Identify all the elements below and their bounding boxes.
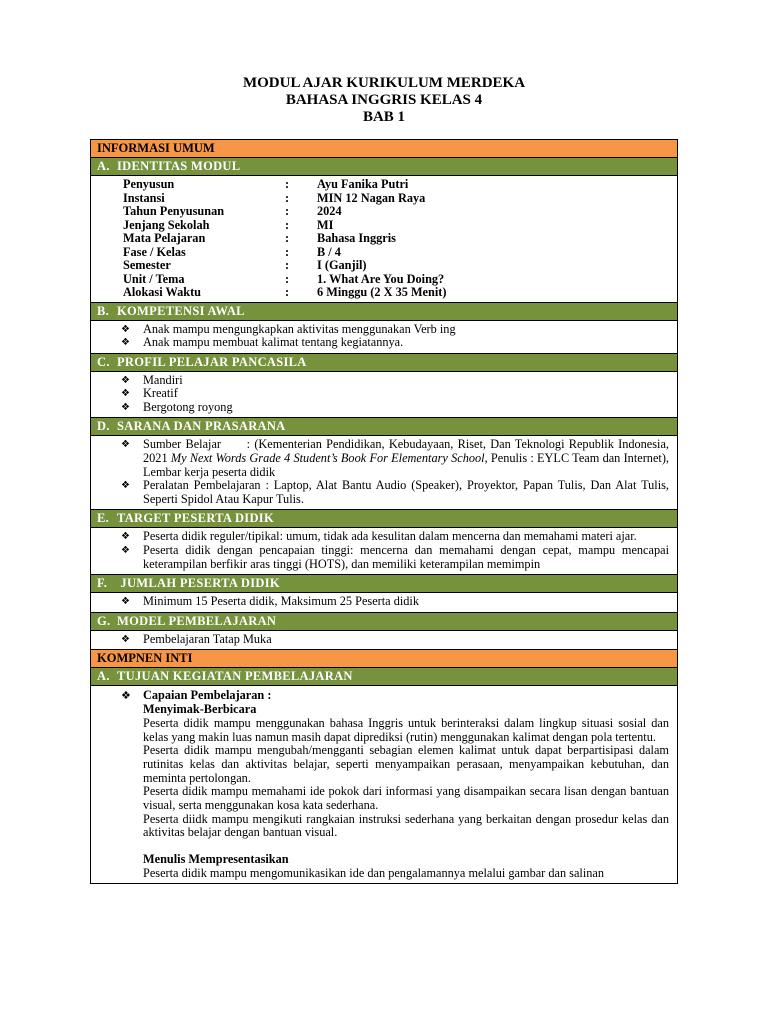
identity-row bbox=[123, 219, 677, 233]
identity-colon: : bbox=[285, 217, 290, 232]
identity-value: 2024 bbox=[317, 204, 342, 218]
section-heading: IDENTITAS MODUL bbox=[117, 159, 241, 173]
identity-key: Tahun Penyusunan bbox=[123, 204, 225, 218]
identity-row bbox=[123, 246, 677, 260]
paragraph: Peserta didik mampu mengomunikasikan ide dan pengalamannya melalui gambar dan salinan bbox=[143, 865, 605, 880]
identity-row bbox=[123, 192, 677, 206]
identity-value: I (Ganjil) bbox=[317, 258, 367, 272]
identity-colon: : bbox=[285, 231, 290, 245]
title-line-1: MODUL AJAR KURIKULUM MERDEKA bbox=[242, 75, 526, 91]
identity-value: MIN 12 Nagan Raya bbox=[317, 190, 426, 205]
list-item: ❖ Minimum 15 Peserta didik, Maksimum 25 Peserta didik bbox=[143, 595, 669, 609]
identity-row bbox=[123, 259, 677, 273]
sarana-prasarana-content bbox=[91, 436, 677, 510]
identity-key: Mata Pelajaran bbox=[123, 231, 206, 245]
section-letter: F. bbox=[97, 576, 108, 591]
section-heading: TARGET PESERTA DIDIK bbox=[117, 511, 274, 526]
title-line-3: BAB 1 bbox=[362, 109, 406, 125]
identity-colon: : bbox=[285, 204, 290, 218]
identity-value: B / 4 bbox=[317, 244, 341, 259]
identity-colon: : bbox=[285, 271, 290, 286]
identity-colon: : bbox=[285, 258, 290, 272]
list-item: ❖ Peserta didik reguler/tipikal: umum, tidak ada kesulitan dalam mencerna dan memahami materi ajar. bbox=[143, 530, 669, 544]
target-peserta-content bbox=[91, 528, 677, 575]
list-item: ❖ Peralatan Pembelajaran : Laptop, Alat Bantu Audio (Speaker), Proyektor, Papan Tulis, Dan Alat Tulis, Seperti Spidol Atau Kapur Tulis. bbox=[143, 479, 669, 506]
list-item: ❖ Anak mampu mengungkapkan aktivitas menggunakan Verb ing bbox=[143, 323, 669, 337]
paragraph: Peserta didik mampu memahami ide pokok dari informasi yang disampaikan secara lisan dengan bantuan visual, serta menggunakan kosa kata sederhana. bbox=[143, 784, 669, 813]
kompetensi-awal-header bbox=[91, 303, 677, 321]
identity-colon: : bbox=[285, 190, 290, 205]
identity-colon: : bbox=[285, 285, 290, 299]
subheading-menulis: Menulis Mempresentasikan bbox=[143, 852, 289, 867]
identity-row bbox=[123, 286, 677, 300]
section-letter: B. bbox=[97, 303, 110, 318]
identity-value: 1. What Are You Doing? bbox=[317, 271, 445, 286]
identity-key: Fase / Kelas bbox=[123, 244, 186, 259]
identity-value: Ayu Fanika Putri bbox=[317, 177, 409, 191]
section-heading: MODEL PEMBELAJARAN bbox=[117, 613, 277, 628]
book-title: My Next Words Grade 4 Student’s Book For Elementary School bbox=[170, 451, 485, 466]
identitas-modul-content bbox=[91, 176, 677, 303]
identity-key: Instansi bbox=[123, 190, 165, 205]
paragraph: Peserta didik mampu mengubah/mengganti sebagian elemen kalimat untuk dapat berpartisipasi dalam rutinitas kelas dan aktivitas belajar, seperti menyampaikan perasaan, menyampaikan kebutuhan, dan meminta pertolongan. bbox=[143, 743, 669, 785]
paragraph: Peserta diidk mampu mengikuti rangkaian instruksi sederhana yang berkaitan dengan prosedur kelas dan aktivitas belajar dengan bantuan visual. bbox=[143, 811, 669, 840]
section-letter: A. bbox=[97, 159, 110, 173]
subheading-menyimak: Menyimak-Berbicara bbox=[143, 702, 257, 717]
section-letter: C. bbox=[97, 354, 110, 369]
kompetensi-awal-content bbox=[91, 321, 677, 354]
identitas-modul-header bbox=[91, 158, 677, 176]
capaian-heading: ❖ Capaian Pembelajaran : bbox=[143, 689, 669, 703]
list-item: ❖ Anak mampu membuat kalimat tentang kegiatannya. bbox=[143, 336, 669, 350]
tujuan-kegiatan-header bbox=[91, 668, 677, 686]
module-table bbox=[90, 139, 678, 884]
document-title bbox=[0, 75, 768, 126]
identity-value: Bahasa Inggris bbox=[317, 231, 396, 245]
identity-value: 6 Minggu (2 X 35 Menit) bbox=[317, 285, 447, 299]
identity-value: MI bbox=[317, 217, 334, 232]
sumber-belajar-text-end: , Penulis : EYLC Team dan Internet), Lembar kerja peserta didik bbox=[143, 451, 669, 479]
section-heading: PROFIL PELAJAR PANCASILA bbox=[117, 354, 307, 369]
identity-row bbox=[123, 232, 677, 246]
target-peserta-header bbox=[91, 510, 677, 528]
model-pembelajaran-header bbox=[91, 613, 677, 631]
profil-pelajar-content bbox=[91, 372, 677, 419]
list-item bbox=[143, 437, 673, 479]
identity-colon: : bbox=[285, 177, 290, 191]
tujuan-kegiatan-content bbox=[91, 686, 677, 882]
section-letter: E. bbox=[97, 511, 110, 526]
list-item: ❖ Pembelajaran Tatap Muka bbox=[143, 633, 669, 647]
section-letter: D. bbox=[97, 419, 110, 434]
identity-colon: : bbox=[285, 244, 290, 259]
jumlah-peserta-header bbox=[91, 575, 677, 593]
section-letter: A. bbox=[97, 669, 110, 684]
list-item: ❖ Mandiri bbox=[143, 374, 669, 388]
identity-row bbox=[123, 178, 677, 192]
section-heading: SARANA DAN PRASARANA bbox=[117, 419, 286, 434]
sarana-prasarana-header bbox=[91, 418, 677, 436]
komponen-inti-header: KOMPNEN INTI bbox=[91, 650, 677, 668]
paragraph: Peserta didik mampu menggunakan bahasa Inggris untuk berinteraksi dalam lingkup situasi sosial dan kelas yang makin luas namun masih dapat diprediksi (rutin) menggunakan kalimat dengan pola tertentu. bbox=[143, 715, 669, 744]
identity-row bbox=[123, 273, 677, 287]
section-letter: G. bbox=[97, 613, 111, 628]
identity-row bbox=[123, 205, 677, 219]
list-item: ❖ Kreatif bbox=[143, 387, 669, 401]
sumber-belajar-text: Sumber Belajar : (Kementerian Pendidikan, Kebudayaan, Riset, Dan Teknologi Republik Indonesia, 2021 bbox=[143, 437, 673, 466]
informasi-umum-header: INFORMASI UMUM bbox=[91, 140, 677, 158]
identity-key: Semester bbox=[123, 258, 171, 272]
title-line-2: BAHASA INGGRIS KELAS 4 bbox=[285, 92, 483, 108]
section-heading: KOMPETENSI AWAL bbox=[117, 303, 245, 318]
jumlah-peserta-content bbox=[91, 593, 677, 613]
section-heading: TUJUAN KEGIATAN PEMBELAJARAN bbox=[117, 669, 353, 684]
identity-key: Alokasi Waktu bbox=[123, 285, 202, 299]
list-item: ❖ Bergotong royong bbox=[143, 401, 669, 415]
list-item: ❖ Peserta didik dengan pencapaian tinggi: mencerna dan memahami dengan cepat, mampu mencapai keterampilan berfikir aras tinggi (HOTS), dan memiliki keterampilan memimpin bbox=[143, 544, 669, 571]
identity-key: Unit / Tema bbox=[123, 271, 185, 286]
model-pembelajaran-content bbox=[91, 631, 677, 651]
profil-pelajar-header bbox=[91, 354, 677, 372]
section-heading: JUMLAH PESERTA DIDIK bbox=[117, 576, 280, 591]
identity-key: Penyusun bbox=[123, 177, 175, 191]
identity-key: Jenjang Sekolah bbox=[123, 217, 210, 232]
